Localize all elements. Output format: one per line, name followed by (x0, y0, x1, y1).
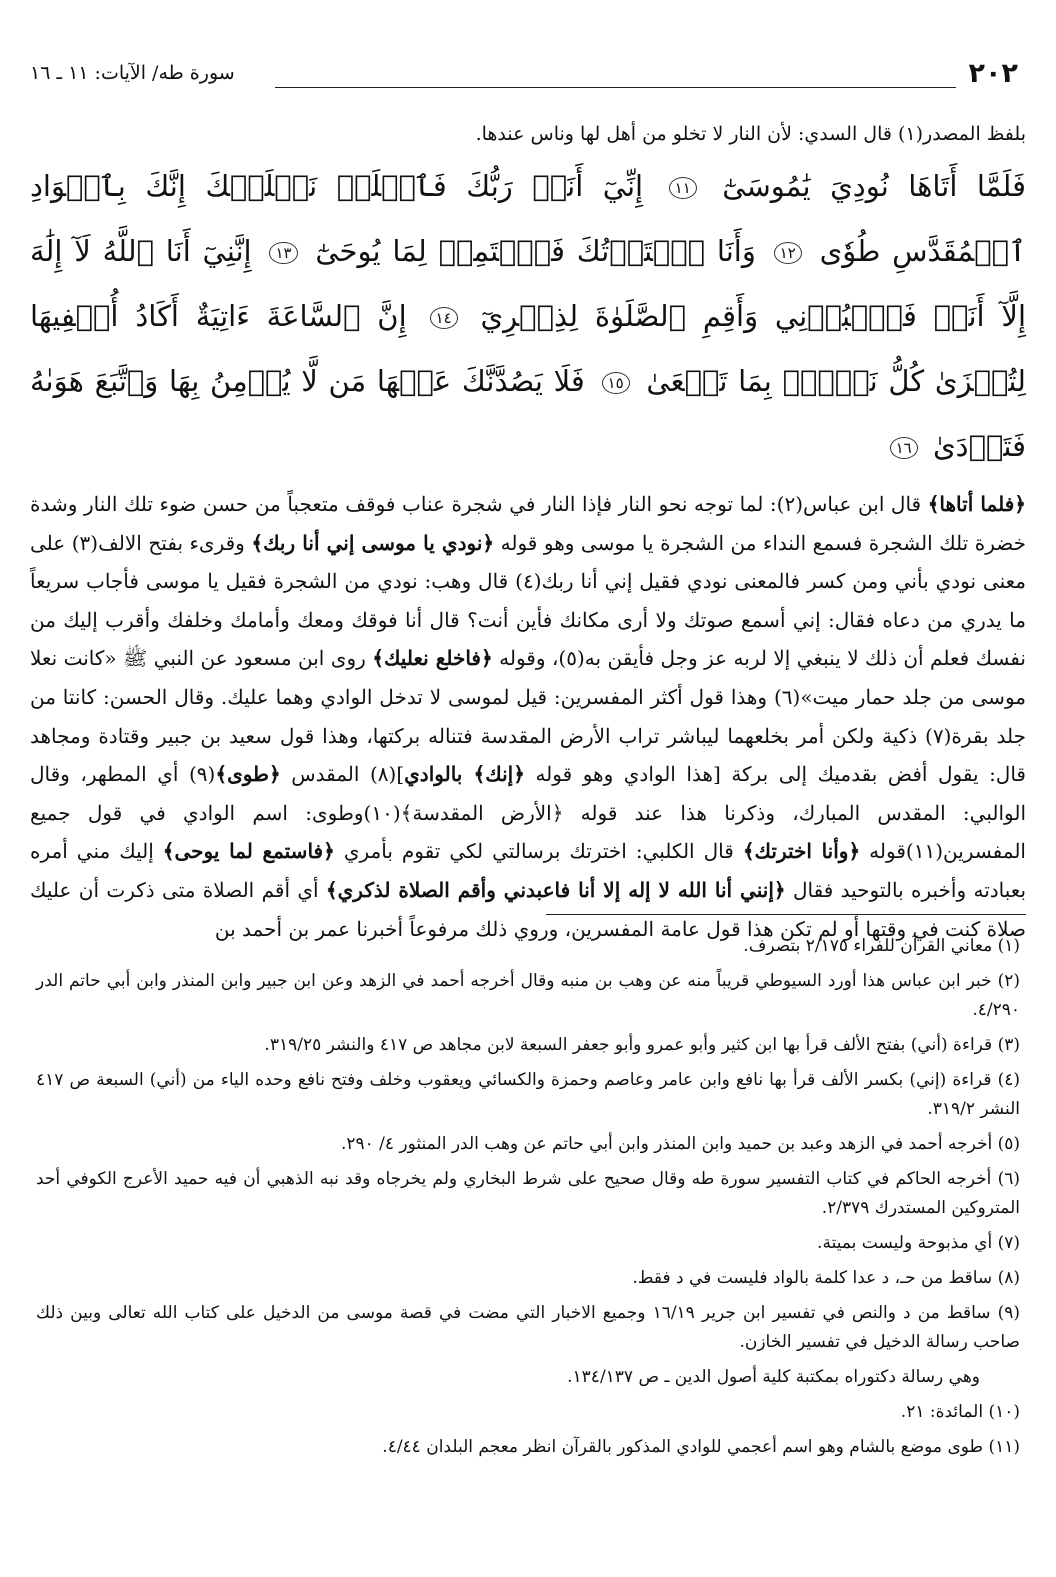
footnote: (٩) ساقط من د والنص في تفسير ابن جرير ١٦/١٩ وجميع الاخبار التي مضت في قصة موسى من الدخيل على كتاب الله تعالى وبين ذلك صاحب رسالة الدخيل في تفسير الخازن. (36, 1303, 1020, 1352)
commentary-text: ](٨) المقدس (280, 762, 405, 787)
footnote: (٢) خبر ابن عباس هذا أورد السيوطي قريباً منه عن وهب بن منبه وقال أخرجه أحمد في الزهد وعن ابن جبير وابن المنذر وابن أبي حاتم الدر ٤/٢٩٠. (36, 971, 1020, 1020)
commentary-text: (٩) أي المطهر، وقال الوالبي: المقدس المبارك، وذكرنا هذا عند قوله ﴿الأرض المقدسة﴾(١٠)وطوى: اسم الوادي في قول جميع المفسرين(١١)قوله (30, 762, 1026, 864)
intro-line: بلفظ المصدر(١) قال السدي: لأن النار لا تخلو من أهل لها وناس عندها. (475, 123, 1026, 145)
commentary-text: قال ابن عباس(٢): لما توجه نحو النار فإذا النار في شجرة عناب فوقف متعجباً من حسن ضوء تلك النار وشدة خضرة تلك الشجرة فسمع النداء من الشجرة يا موسى وهو قوله (30, 492, 1026, 555)
footnote: (٦) أخرجه الحاكم في كتاب التفسير سورة طه وقال صحيح على شرط البخاري ولم يخرجاه وقد نبه الذهبي أن فيه حميد الأعرج الكوفي أحد المتروكين المستدرك ٢/٣٧٩. (36, 1169, 1020, 1218)
verse-number-marker: ١٦ (890, 437, 918, 459)
verse-number-marker: ١٥ (602, 372, 630, 394)
verse-number-marker: ١٣ (269, 242, 297, 264)
quoted-verse: ﴿نودي يا موسى إني أنا ربك﴾ (251, 530, 495, 555)
verse-text: فَلَمَّا أَتَاهَا نُودِيَ يَٰمُوسَىٰٓ (702, 169, 1026, 203)
header-rule (275, 87, 956, 88)
page-header (30, 58, 1026, 98)
footnote-rule (546, 914, 1026, 915)
commentary-text: أي أقم الصلاة متى ذكرت أن عليك صلاة كنت في وقتها أو لم تكن هذا قول عامة المفسرين، وروي ذلك مرفوعاً أخبرنا عمر بن أحمد بن (30, 877, 1026, 941)
commentary (30, 485, 1026, 948)
footnote-continuation: وهي رسالة دكتوراه بمكتبة كلية أصول الدين ـ ص ١٣٤/١٣٧. (567, 1367, 980, 1387)
quoted-verse: ﴿فاخلع نعليك﴾ (372, 646, 493, 671)
verse-text: فَلَا يَصُدَّنَّكَ عَنۡهَا مَن لَّا يُؤۡمِنُ بِهَا وَٱتَّبَعَ هَوَىٰهُ فَتَرۡدَىٰ (30, 364, 1026, 463)
commentary-text: وقرىء بفتح الالف(٣) على معنى نودي بأني ومن كسر فالمعنى نودي فقيل إني أنا ربك(٤) قال وهب: نودي من الشجرة فقيل يا موسى فأجاب سريعاً ما يدري من دعاه فقال: إني أسمع صوتك ولا أرى مكانك فأين أنت؟ قال أنا فوقك ومعك وأمامك وخلفك وأقرب إليك من نفسك فعلم أن ذلك لا ينبغي إلا لربه عز وجل فأيقن به(٥)، وقوله (30, 530, 1026, 671)
footnote: (٨) ساقط من حـ، د عدا كلمة بالواد فليست في د فقط. (632, 1268, 1020, 1288)
running-title: سورة طه/ الآيات: ١١ ـ ١٦ (30, 62, 235, 84)
quoted-verse: ﴿فاستمع لما يوحى﴾ (162, 839, 335, 864)
footnote: (٣) قراءة (أني) بفتح الألف قرأ بها ابن كثير وأبو عمرو وأبو جعفر السبعة لابن مجاهد ص ٤١٧ والنشر ٣١٩/٢٥. (264, 1035, 1020, 1055)
quoted-verse: ﴿وأنا اخترتك﴾ (742, 839, 861, 864)
quoted-verse: ﴿فلما أتاها﴾ (927, 492, 1026, 516)
footnote: (١١) طوى موضع بالشام وهو اسم أعجمي للوادي المذكور بالقرآن انظر معجم البلدان ٤/٤٤. (382, 1437, 1020, 1457)
quran-verses (30, 154, 1026, 479)
verse-number-marker: ١١ (669, 177, 697, 199)
quoted-verse: ﴿إنني أنا الله لا إله إلا أنا فاعبدني وأقم الصلاة لذكري﴾ (325, 877, 786, 902)
page-number: ٢٠٢ (968, 58, 1018, 89)
footnote: (٤) قراءة (إني) بكسر الألف قرأ بها نافع وابن عامر وعاصم وحمزة والكسائي ويعقوب وخلف وفتح نافع وحده الياء من (أني) السبعة ص ٤١٧ النشر ٣١٩/٢. (36, 1070, 1020, 1119)
commentary-text: قال الكلبي: اخترتك برسالتي لكي تقوم بأمري (334, 839, 743, 864)
quoted-verse: ﴿طوى﴾ (215, 762, 281, 787)
footnote: (١) معاني القرآن للفراء ٢/١٧٥ بتصرف. (743, 936, 1020, 956)
commentary-text: روى ابن مسعود عن النبي ﷺ «كانت نعلا موسى من جلد حمار ميت»(٦) وهذا قول أكثر المفسرين: قيل لموسى لا تدخل الوادي وهما عليك. وقال الحسن: كانتا من جلد بقرة(٧) ذكية ولكن أمر بخلعهما ليباشر تراب الأرض المقدسة فتناله بركتها، وهذا قول سعيد بن جبير وقتادة ومجاهد قال: يقول أفض بقدميك إلى بركة [هذا الوادي وهو قوله (30, 646, 1026, 787)
verse-number-marker: ١٢ (774, 242, 802, 264)
quoted-verse: ﴿إنك﴾ بالوادي (404, 762, 525, 787)
verse-text: إِنِّيٓ أَنَا۠ رَبُّكَ فَٱخۡلَعۡ نَعۡلَيۡكَ إِنَّكَ بِٱلۡوَادِ ٱلۡمُقَدَّسِ طُوٗى (30, 169, 1026, 268)
footnote: (٥) أخرجه أحمد في الزهد وعبد بن حميد وابن المنذر وابن أبي حاتم عن وهب الدر المنثور ٤/ ٢٩٠. (340, 1134, 1020, 1154)
verse-number-marker: ١٤ (430, 307, 458, 329)
verse-text: إِنَّ ٱلسَّاعَةَ ءَاتِيَةٌ أَكَادُ أُخۡفِيهَا لِتُجۡزَىٰ كُلُّ نَفۡسِۭ بِمَا تَسۡعَىٰ (30, 299, 1027, 398)
main-text (30, 118, 1026, 948)
commentary-text: إليك مني أمره بعبادته وأخبره بالتوحيد فقال (30, 839, 1027, 902)
verse-text: إِنَّنِيٓ أَنَا ٱللَّهُ لَآ إِلَٰهَ إِلَّآ أَنَا۠ فَٱعۡبُدۡنِي وَأَقِمِ ٱلصَّلَوٰةَ لِذِكۡرِيٓ (30, 234, 1027, 333)
footnotes (36, 932, 1020, 1468)
footnote: (١٠) المائدة: ٢١. (900, 1402, 1020, 1422)
footnote: (٧) أي مذبوحة وليست بميتة. (817, 1233, 1020, 1253)
verse-text: وَأَنَا ٱخۡتَرۡتُكَ فَٱسۡتَمِعۡ لِمَا يُوحَىٰٓ (303, 234, 756, 268)
